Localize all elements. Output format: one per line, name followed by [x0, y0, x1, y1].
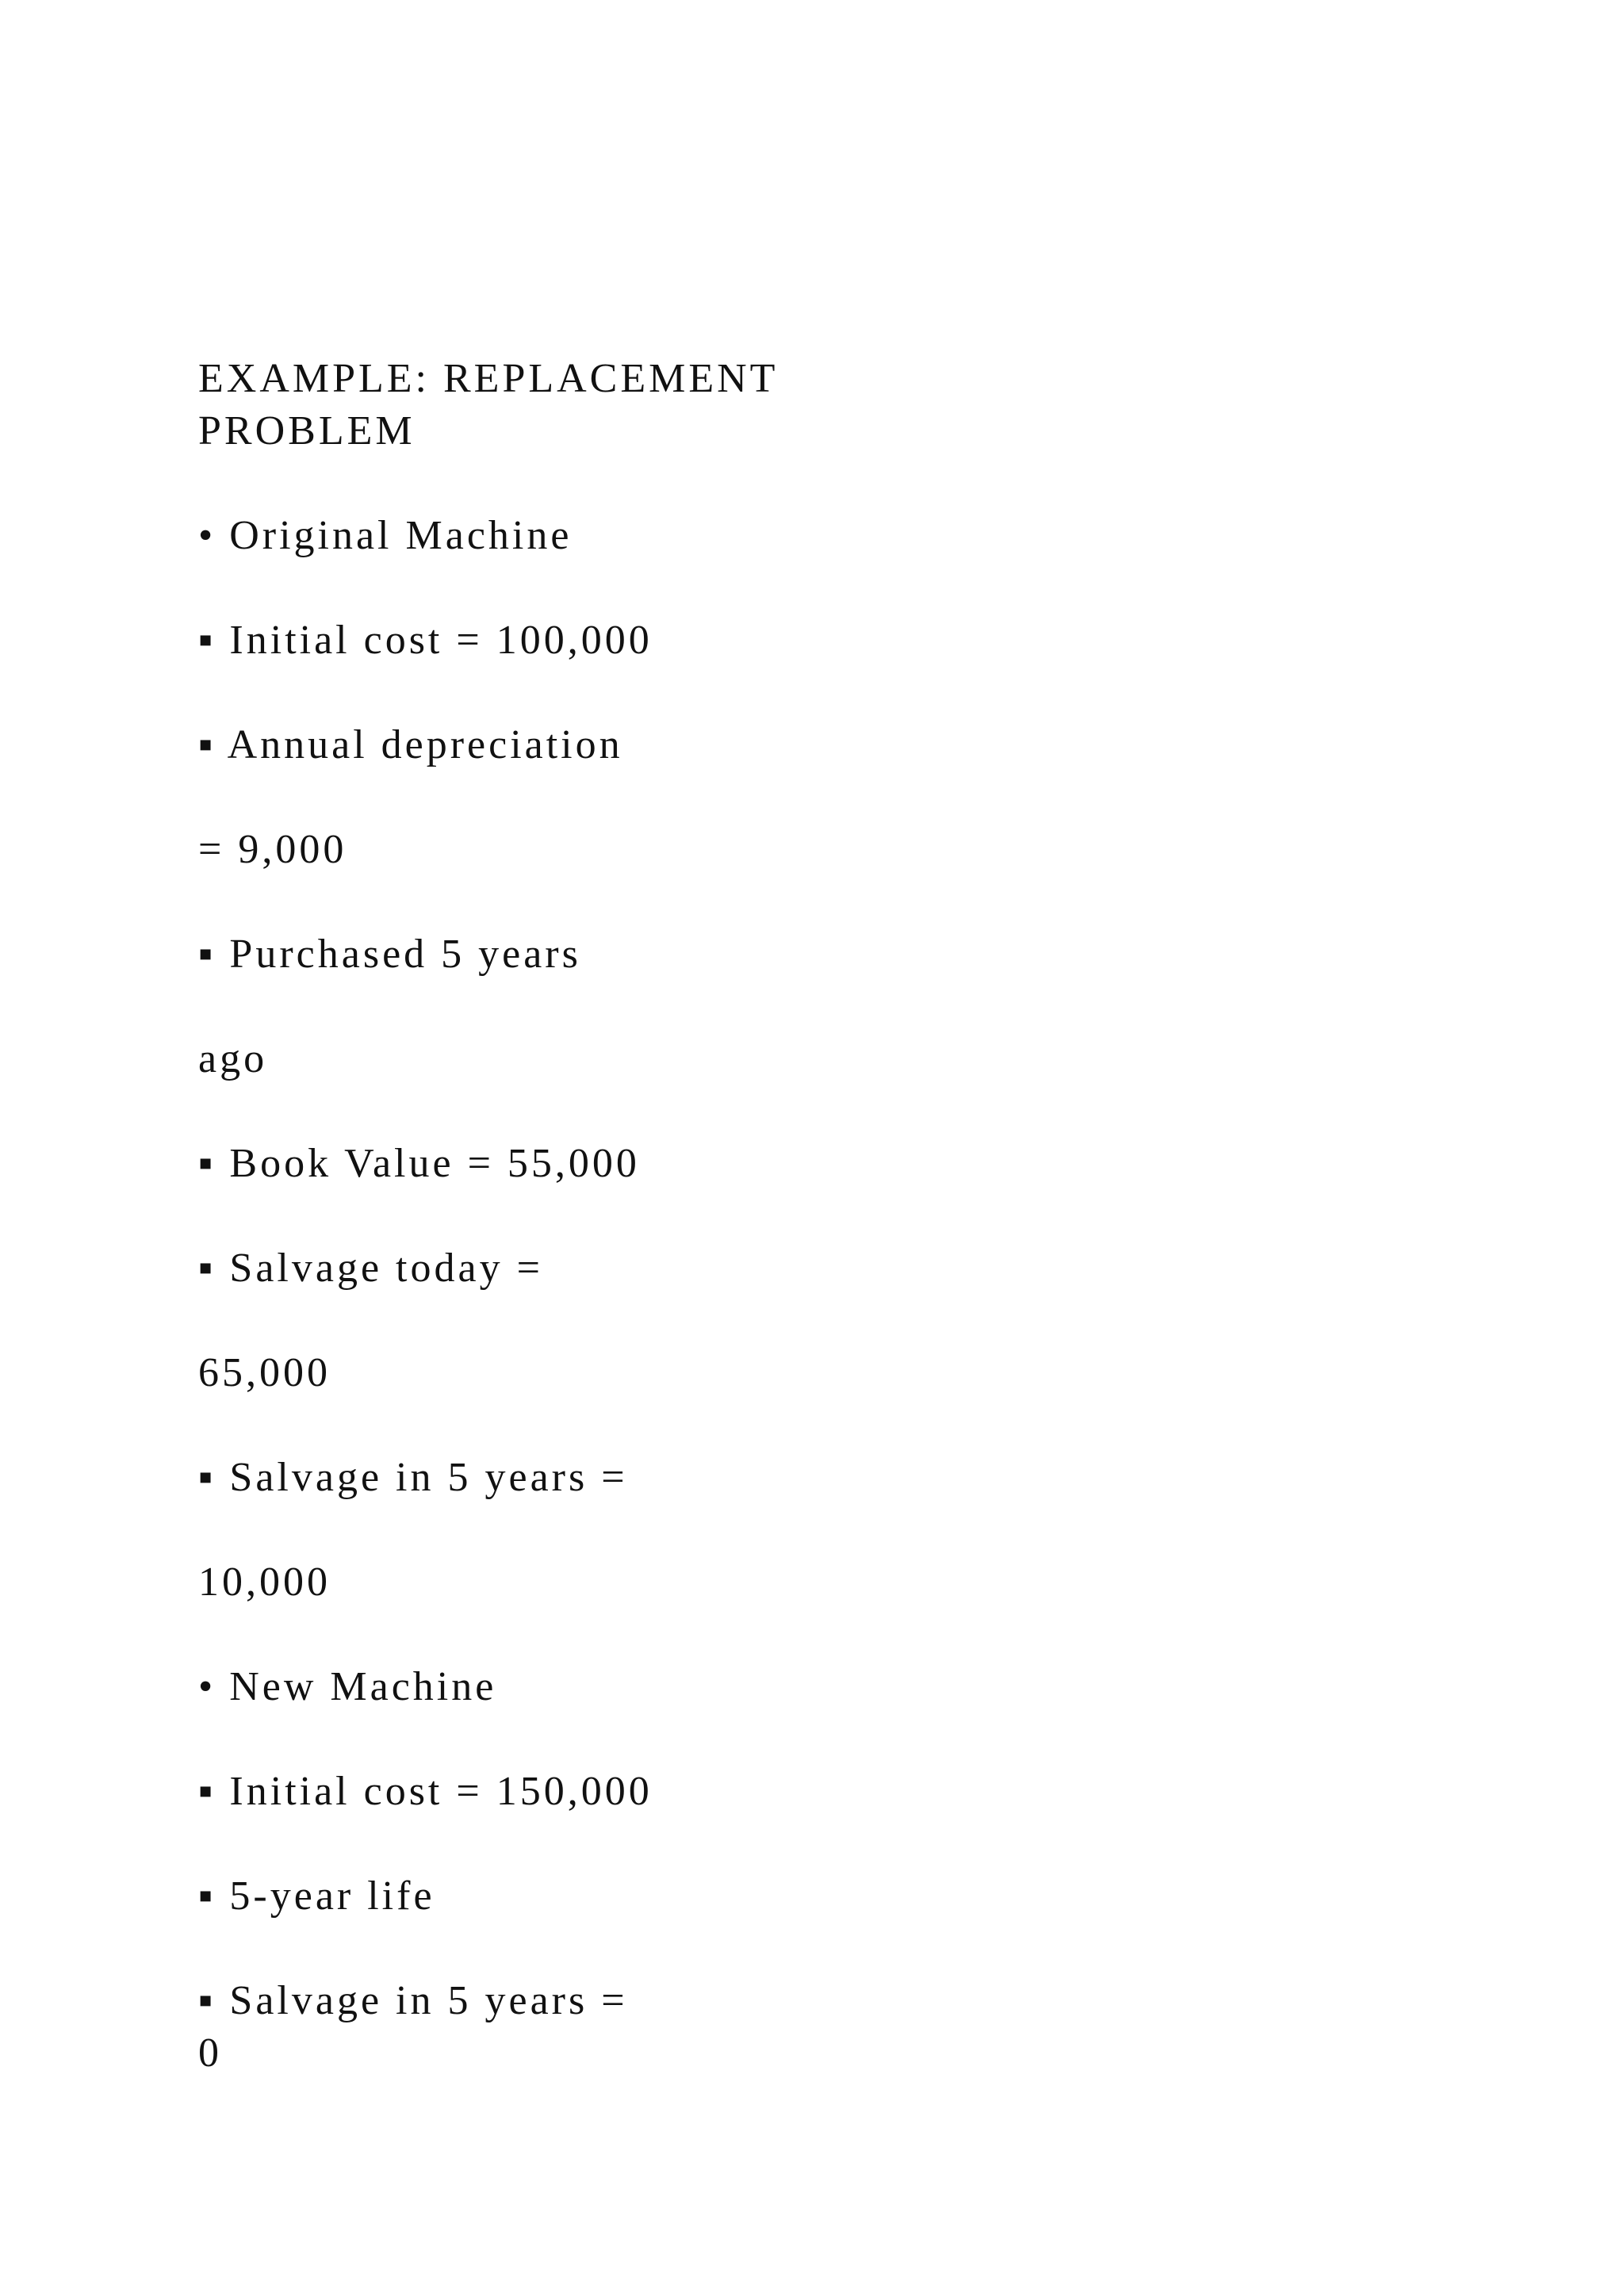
- new-initial-cost: ▪ Initial cost = 150,000: [198, 1769, 653, 1814]
- original-annual-depreciation-value: = 9,000: [198, 827, 347, 872]
- section-new-machine: • New Machine: [198, 1664, 497, 1709]
- original-purchased-cont: ago: [198, 1036, 268, 1081]
- original-salvage-today-value: 65,000: [198, 1350, 331, 1395]
- original-book-value: ▪ Book Value = 55,000: [198, 1141, 640, 1186]
- original-salvage-today: ▪ Salvage today =: [198, 1246, 543, 1291]
- title-line-1: EXAMPLE: REPLACEMENT: [198, 356, 779, 401]
- new-life: ▪ 5-year life: [198, 1873, 435, 1919]
- section-original-machine: • Original Machine: [198, 513, 573, 558]
- original-salvage-5yrs-value: 10,000: [198, 1559, 331, 1605]
- original-salvage-5yrs: ▪ Salvage in 5 years =: [198, 1455, 628, 1500]
- original-initial-cost: ▪ Initial cost = 100,000: [198, 618, 653, 663]
- new-salvage-5yrs-value: 0: [198, 2030, 222, 2076]
- title-line-2: PROBLEM: [198, 408, 416, 453]
- new-salvage-5yrs: ▪ Salvage in 5 years =: [198, 1978, 628, 2023]
- original-purchased: ▪ Purchased 5 years: [198, 932, 581, 977]
- original-annual-depreciation: ▪ Annual depreciation: [198, 722, 623, 767]
